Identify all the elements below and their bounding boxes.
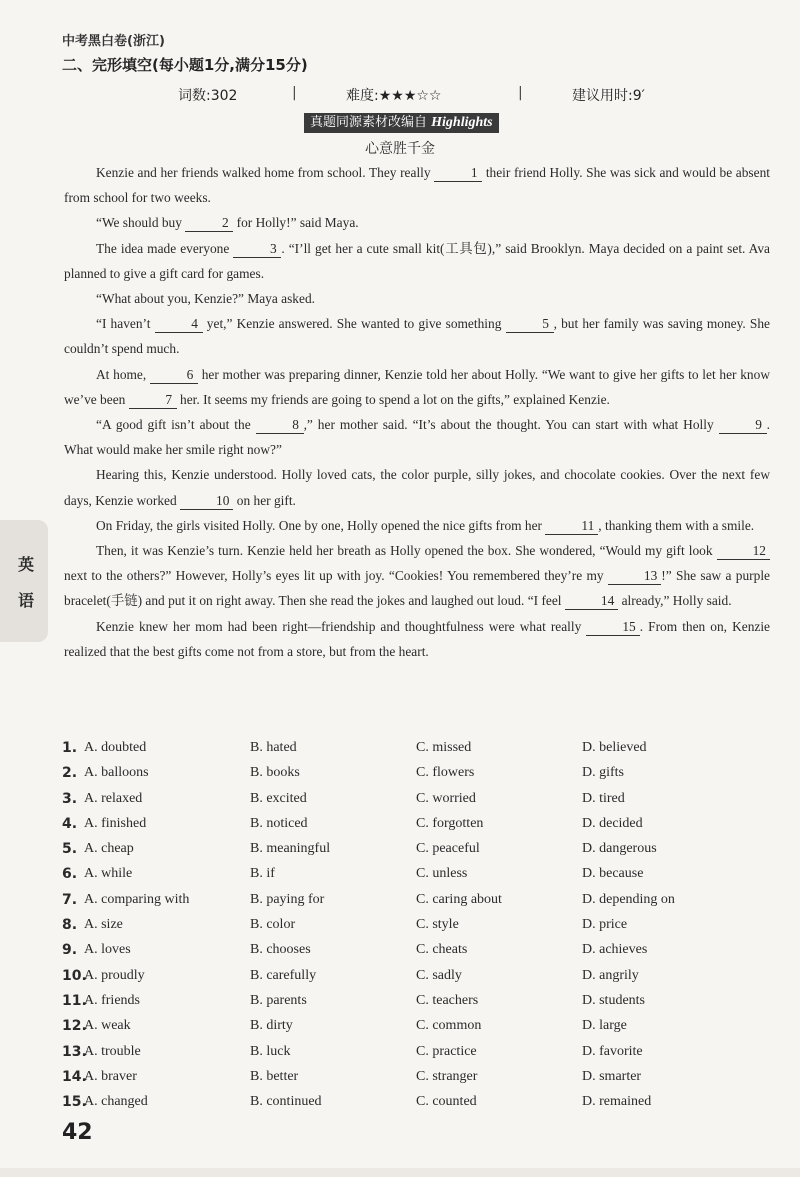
- option-a: A. cheap: [84, 841, 134, 857]
- word-count: 词数:302: [178, 88, 238, 104]
- option-a: A. loves: [84, 942, 131, 958]
- question-row: [62, 890, 762, 915]
- passage-text: for Holly!” said Maya.: [233, 215, 359, 231]
- option-a: A. doubted: [84, 740, 147, 755]
- question-number: 8.: [62, 917, 78, 934]
- option-c: C. practice: [416, 1043, 477, 1059]
- passage-paragraph: [64, 362, 770, 412]
- question-number: 9.: [62, 942, 78, 959]
- option-d: D. students: [582, 992, 645, 1008]
- passage-text: At home,: [96, 366, 150, 382]
- question-number: 11.: [62, 992, 87, 1009]
- passage-text: her mother was preparing dinner, Kenzie told her about Holly. “We want to give her gifts to let her know we’ve been: [64, 366, 770, 407]
- option-b: B. paying for: [250, 891, 325, 907]
- answer-blank: 9: [719, 417, 767, 434]
- passage-text: ,” her mother said. “It’s about the thought. You can start with what Holly: [303, 417, 719, 433]
- option-d: D. because: [582, 866, 644, 882]
- option-d: D. tired: [582, 790, 625, 806]
- option-d: D. depending on: [582, 891, 675, 907]
- option-c: C. cheats: [416, 942, 468, 958]
- option-d: D. remained: [582, 1094, 652, 1110]
- question-row: [62, 789, 762, 814]
- passage-text: Kenzie and her friends walked home from school. They really: [96, 165, 435, 180]
- option-d: D. gifts: [582, 765, 624, 781]
- option-b: B. meaningful: [250, 841, 331, 857]
- passage-text: yet,” Kenzie answered. She wanted to give something: [202, 316, 506, 332]
- passage-text: “I haven’t: [96, 316, 155, 332]
- option-b: B. if: [250, 866, 275, 882]
- option-c: C. caring about: [416, 891, 502, 907]
- passage-text: Then, it was Kenzie’s turn. Kenzie held her breath as Holly opened the box. She wondered, “Would my gift look: [96, 543, 717, 559]
- option-a: A. size: [84, 917, 123, 933]
- question-row: [62, 839, 762, 864]
- passage-text: “A good gift isn’t about the: [96, 417, 256, 433]
- answer-blank: 12: [717, 543, 770, 560]
- passage: [64, 160, 770, 664]
- meta-bar: [0, 82, 800, 106]
- question-number: 1.: [62, 740, 78, 756]
- option-d: D. favorite: [582, 1043, 643, 1059]
- option-b: B. carefully: [250, 967, 317, 983]
- passage-paragraph: [64, 513, 770, 538]
- option-b: B. continued: [250, 1094, 322, 1110]
- suggested-time: 建议用时:9′: [572, 88, 645, 104]
- passage-text: Kenzie knew her mom had been right—friendship and thoughtfulness were what really: [96, 618, 587, 634]
- book-title: 中考黑白卷(浙江): [62, 34, 165, 49]
- option-b: B. chooses: [250, 942, 311, 958]
- answer-blank: 14: [565, 593, 618, 610]
- option-b: B. luck: [250, 1043, 291, 1059]
- option-c: C. style: [416, 917, 459, 933]
- option-d: D. smarter: [582, 1068, 642, 1084]
- option-a: A. relaxed: [84, 790, 143, 806]
- option-a: A. weak: [84, 1018, 131, 1034]
- option-d: D. large: [582, 1018, 627, 1034]
- side-tab-char: 语: [18, 591, 35, 610]
- passage-text: “We should buy: [96, 215, 186, 231]
- question-row: [62, 940, 762, 965]
- passage-paragraph: [64, 160, 770, 210]
- option-c: C. flowers: [416, 765, 475, 781]
- passage-text: next to the others?” However, Holly’s eyes lit up with joy. “Cookies! You remembered they’re my: [64, 568, 608, 584]
- option-d: D. dangerous: [582, 841, 657, 857]
- option-a: A. trouble: [84, 1043, 141, 1059]
- option-c: C. counted: [416, 1094, 477, 1110]
- option-a: A. friends: [84, 992, 140, 1008]
- difficulty-rating: 难度:★★★☆☆: [346, 88, 442, 104]
- answer-blank: 2: [185, 215, 233, 232]
- option-c: C. common: [416, 1018, 482, 1034]
- question-number: 2.: [62, 765, 78, 782]
- side-tab-char: 英: [18, 555, 35, 574]
- option-d: D. price: [582, 917, 628, 933]
- option-b: B. excited: [250, 790, 307, 806]
- question-row: [62, 814, 762, 839]
- banner-prefix: 真题同源素材改编自: [310, 115, 428, 130]
- passage-paragraph: [64, 462, 770, 512]
- option-c: C. sadly: [416, 967, 462, 983]
- source-banner: [304, 113, 499, 133]
- question-number: 12.: [62, 1018, 87, 1035]
- question-row: [62, 991, 762, 1016]
- passage-paragraph: [64, 538, 770, 614]
- passage-text: “What about you, Kenzie?” Maya asked.: [96, 291, 315, 307]
- question-number: 13.: [62, 1043, 87, 1060]
- passage-paragraph: [64, 614, 770, 664]
- option-a: A. proudly: [84, 967, 145, 983]
- option-b: B. books: [250, 765, 300, 781]
- option-d: D. believed: [582, 740, 647, 755]
- passage-text: . From then on, Kenzie realized that the best gifts come not from a store, but from the heart.: [64, 618, 770, 659]
- subject-side-tab: [0, 520, 48, 642]
- passage-paragraph: [64, 210, 770, 235]
- passage-text: . “I’ll get her a cute small kit(工具包),” said Brooklyn. Maya decided on a paint set. Ava planned to give a gift card for games.: [64, 240, 770, 281]
- answer-blank: 11: [545, 518, 598, 535]
- answer-blank: 4: [155, 316, 203, 333]
- option-b: B. parents: [250, 992, 307, 1008]
- passage-text: The idea made everyone: [96, 240, 234, 256]
- answer-blank: 1: [434, 165, 482, 182]
- passage-text: , thanking them with a smile.: [598, 517, 755, 533]
- passage-paragraph: [64, 311, 770, 361]
- passage-text: their friend Holly. She was sick and would be absent from school for two weeks.: [64, 165, 770, 206]
- option-c: C. forgotten: [416, 815, 484, 831]
- option-d: D. achieves: [582, 942, 648, 958]
- option-c: C. worried: [416, 790, 476, 806]
- option-a: A. while: [84, 866, 133, 882]
- section-title: 二、完形填空(每小题1分,满分15分): [62, 56, 308, 74]
- page-number: 42: [62, 1120, 93, 1145]
- answer-blank: 10: [180, 493, 233, 510]
- question-number: 15.: [62, 1094, 87, 1111]
- answer-blank: 13: [608, 568, 661, 585]
- option-a: A. comparing with: [84, 891, 190, 907]
- passage-paragraph: [64, 236, 770, 286]
- option-c: C. teachers: [416, 992, 479, 1008]
- meta-separator: |: [292, 85, 297, 101]
- option-d: D. angrily: [582, 967, 639, 983]
- question-number: 6.: [62, 866, 78, 883]
- option-c: C. missed: [416, 740, 472, 755]
- passage-text: , but her family was saving money. She couldn’t spend much.: [64, 316, 770, 357]
- passage-text: . What would make her smile right now?”: [64, 417, 770, 458]
- passage-paragraph: [64, 286, 770, 311]
- question-number: 7.: [62, 891, 78, 908]
- option-a: A. changed: [84, 1094, 148, 1110]
- question-row: [62, 915, 762, 940]
- question-number: 3.: [62, 790, 78, 807]
- passage-text: On Friday, the girls visited Holly. One by one, Holly opened the nice gifts from her: [96, 517, 546, 533]
- meta-separator: |: [518, 85, 523, 101]
- passage-text: on her gift.: [233, 492, 296, 508]
- question-row: [62, 966, 762, 991]
- option-a: A. finished: [84, 815, 147, 831]
- option-a: A. braver: [84, 1068, 137, 1084]
- passage-subtitle: 心意胜千金: [365, 141, 435, 157]
- option-c: C. unless: [416, 866, 468, 882]
- question-number: 5.: [62, 841, 78, 858]
- question-row: [62, 1067, 762, 1092]
- answer-blank: 5: [506, 316, 554, 333]
- question-row: [62, 1092, 762, 1117]
- answer-blank: 3: [233, 241, 281, 258]
- passage-text: !” She saw a purple bracelet(手链) and put it on right away. Then she read the jokes and laughed out loud. “I feel: [64, 568, 770, 609]
- passage-text: her. It seems my friends are going to spend a lot on the gifts,” explained Kenzie.: [176, 391, 610, 407]
- question-number: 10.: [62, 967, 87, 984]
- question-row: [62, 738, 762, 763]
- option-b: B. noticed: [250, 815, 308, 831]
- option-c: C. stranger: [416, 1068, 478, 1084]
- question-row: [62, 864, 762, 889]
- answer-blank: 15: [586, 619, 639, 636]
- answer-blank: 8: [256, 417, 304, 434]
- option-b: B. color: [250, 917, 296, 933]
- question-row: [62, 1016, 762, 1041]
- question-row: [62, 1042, 762, 1067]
- option-c: C. peaceful: [416, 841, 480, 857]
- option-b: B. dirty: [250, 1018, 293, 1034]
- bottom-edge: [0, 1168, 800, 1177]
- option-b: B. hated: [250, 740, 297, 755]
- answer-blank: 7: [129, 392, 177, 409]
- option-a: A. balloons: [84, 765, 149, 781]
- banner-source: Highlights: [431, 115, 493, 130]
- answer-blank: 6: [150, 367, 198, 384]
- options-list: [62, 738, 762, 1117]
- passage-text: Hearing this, Kenzie understood. Holly loved cats, the color purple, silly jokes, and chocolate cookies. Over the next few days, Kenzie worked: [64, 467, 770, 508]
- passage-paragraph: [64, 412, 770, 462]
- question-number: 14.: [62, 1068, 87, 1085]
- option-b: B. better: [250, 1068, 299, 1084]
- passage-text: already,” Holly said.: [618, 593, 732, 609]
- question-row: [62, 763, 762, 788]
- option-d: D. decided: [582, 815, 643, 831]
- question-number: 4.: [62, 815, 78, 832]
